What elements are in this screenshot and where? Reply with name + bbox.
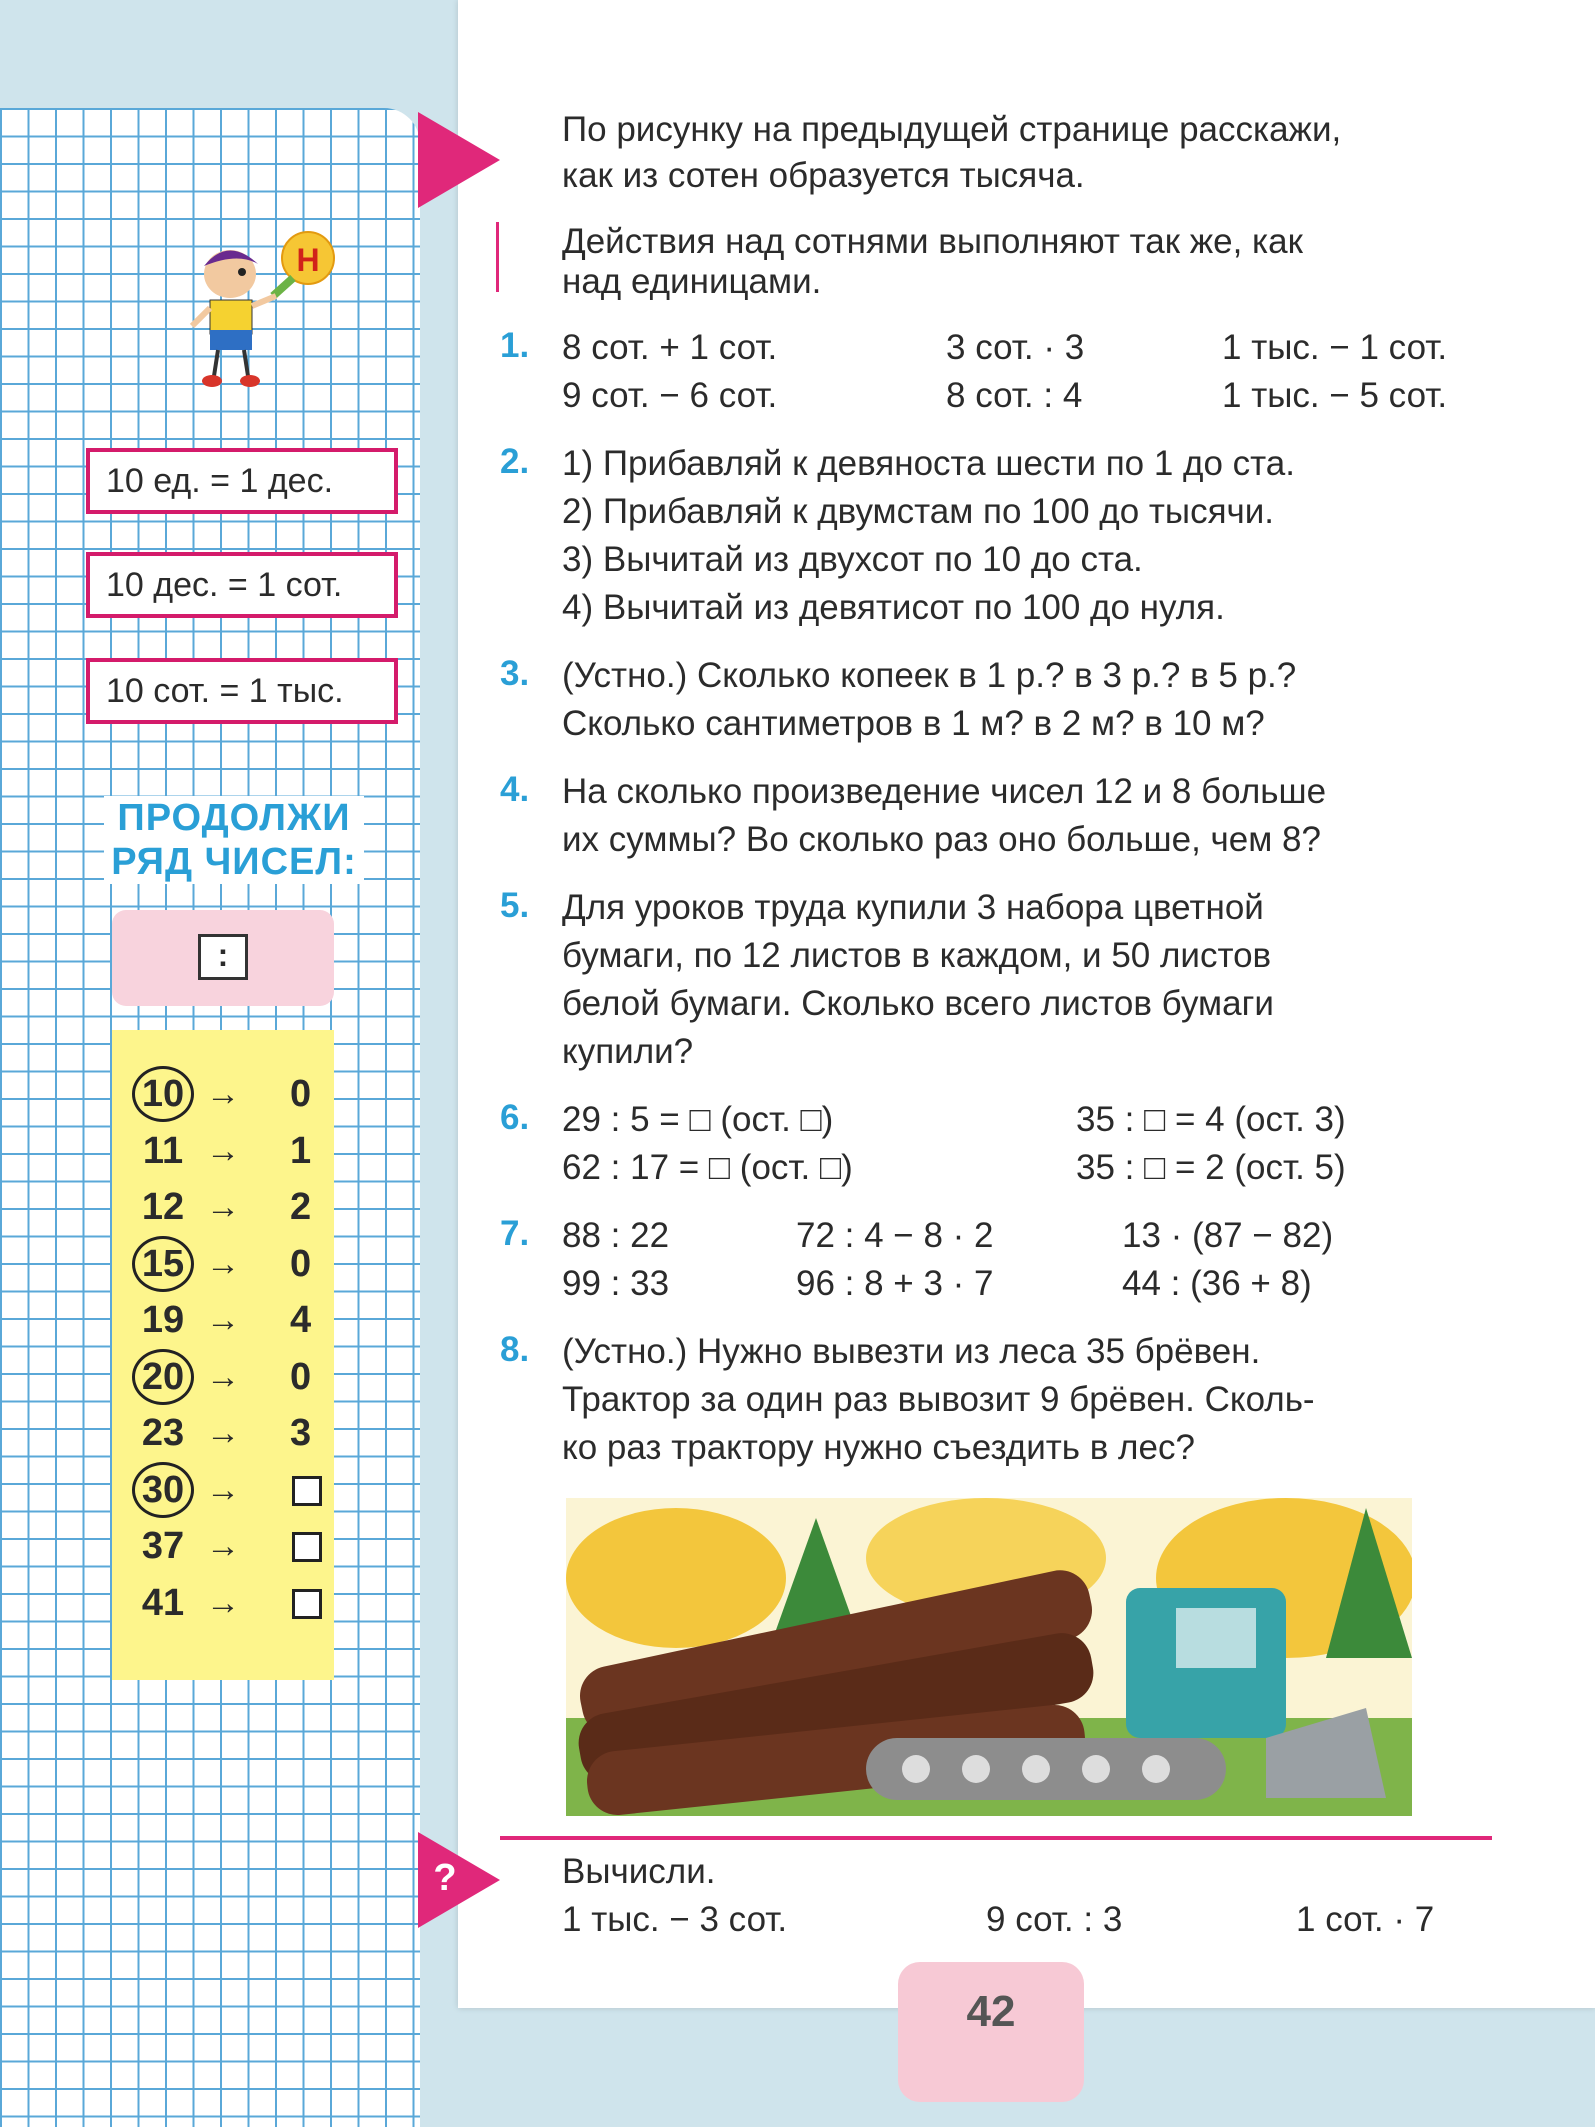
task-5-number: 5. bbox=[500, 886, 530, 925]
sequence-result: 3 bbox=[290, 1412, 312, 1454]
task-2-line-4: 4) Вычитай из девятисот по 100 до нуля. bbox=[562, 588, 1225, 627]
task-6-number: 6. bbox=[500, 1098, 530, 1137]
circled-number: 20 bbox=[132, 1349, 194, 1405]
circled-number: 10 bbox=[132, 1066, 194, 1122]
task-1-c2: 1 тыс. − 5 сот. bbox=[1222, 376, 1448, 415]
task-6-b2: 35 : □ = 2 (ост. 5) bbox=[1076, 1148, 1346, 1187]
task-7-b1: 72 : 4 − 8 · 2 bbox=[796, 1216, 994, 1255]
intro-line-1: По рисунку на предыдущей странице расскажи, bbox=[562, 110, 1342, 149]
arrow-right-icon: → bbox=[206, 1131, 240, 1170]
task-3-line-2: Сколько сантиметров в 1 м? в 2 м? в 10 м? bbox=[562, 704, 1265, 743]
arrow-right-icon: → bbox=[206, 1583, 240, 1622]
sequence-row bbox=[132, 1236, 332, 1292]
equality-hundreds-thousand: 10 сот. = 1 тыс. bbox=[86, 658, 398, 724]
task-4-number: 4. bbox=[500, 770, 530, 809]
rule-marker-bar bbox=[496, 222, 499, 292]
sequence-row bbox=[132, 1123, 332, 1179]
continue-sequence-title: ПРОДОЛЖИ РЯД ЧИСЕЛ: bbox=[104, 796, 364, 884]
sequence-row bbox=[132, 1349, 332, 1405]
task-6-b1: 35 : □ = 4 (ост. 3) bbox=[1076, 1100, 1346, 1139]
task-1-number: 1. bbox=[500, 326, 530, 365]
sequence-result: 4 bbox=[290, 1299, 312, 1341]
number-sequence bbox=[112, 1030, 334, 1680]
answer-blank-box bbox=[292, 1589, 322, 1619]
sequence-row bbox=[132, 1292, 332, 1348]
check-title: Вычисли. bbox=[562, 1852, 716, 1891]
arrow-right-icon: → bbox=[206, 1414, 240, 1452]
section-marker-triangle bbox=[418, 112, 500, 208]
task-7-a2: 99 : 33 bbox=[562, 1264, 670, 1303]
task-1-b2: 8 сот. : 4 bbox=[946, 376, 1083, 415]
task-5-line-1: Для уроков труда купили 3 набора цветной bbox=[562, 888, 1264, 927]
sequence-number: 11 bbox=[142, 1129, 184, 1172]
question-mark-icon: ? bbox=[433, 1857, 457, 1899]
equality-tens-hundreds: 10 дес. = 1 сот. bbox=[86, 552, 398, 618]
arrow-right-icon: → bbox=[206, 1527, 240, 1565]
task-5-line-2: бумаги, по 12 листов в каждом, и 50 листов bbox=[562, 936, 1272, 975]
sequence-row bbox=[132, 1518, 332, 1574]
operation-box bbox=[112, 910, 334, 1006]
task-7-c2: 44 : (36 + 8) bbox=[1122, 1264, 1312, 1303]
rule-line-2: над единицами. bbox=[562, 262, 822, 301]
arrow-right-icon: → bbox=[206, 1075, 240, 1113]
sequence-row bbox=[132, 1179, 332, 1235]
sequence-result: 0 bbox=[290, 1242, 312, 1285]
sequence-row bbox=[132, 1066, 332, 1122]
flashlight-icon bbox=[273, 278, 293, 296]
answer-blank-box bbox=[292, 1532, 322, 1562]
task-6-a2: 62 : 17 = □ (ост. □) bbox=[562, 1148, 853, 1187]
sequence-result: 2 bbox=[290, 1186, 312, 1228]
rule-line-1: Действия над сотнями выполняют так же, как bbox=[562, 222, 1303, 261]
answer-blank-box bbox=[292, 1476, 322, 1506]
task-7-b2: 96 : 8 + 3 · 7 bbox=[796, 1264, 994, 1303]
sequence-result: 0 bbox=[290, 1073, 312, 1115]
sequence-row bbox=[132, 1405, 332, 1461]
task-3-number: 3. bbox=[500, 654, 530, 693]
check-a: 1 тыс. − 3 сот. bbox=[562, 1900, 788, 1939]
task-7-number: 7. bbox=[500, 1214, 530, 1253]
task-2-number: 2. bbox=[500, 442, 530, 481]
sequence-row bbox=[132, 1462, 332, 1518]
sequence-result: 0 bbox=[290, 1355, 312, 1398]
task-6-a1: 29 : 5 = □ (ост. □) bbox=[562, 1100, 834, 1139]
circled-number: 15 bbox=[132, 1236, 194, 1292]
task-7-c1: 13 · (87 − 82) bbox=[1122, 1216, 1334, 1255]
sequence-number: 19 bbox=[141, 1299, 185, 1341]
arrow-right-icon: → bbox=[206, 1357, 240, 1396]
task-1-c1: 1 тыс. − 1 сот. bbox=[1222, 328, 1448, 367]
task-2-line-2: 2) Прибавляй к двумстам по 100 до тысячи. bbox=[562, 492, 1275, 531]
task-8-line-1: (Устно.) Нужно вывезти из леса 35 брёвен. bbox=[562, 1332, 1261, 1371]
sequence-row bbox=[132, 1575, 332, 1631]
badge-letter: Н bbox=[296, 242, 320, 278]
sequence-number: 37 bbox=[141, 1525, 185, 1567]
arrow-right-icon: → bbox=[206, 1301, 240, 1339]
task-3-line-1: (Устно.) Сколько копеек в 1 р.? в 3 р.? в 5 р.? bbox=[562, 656, 1297, 695]
arrow-right-icon: → bbox=[206, 1244, 240, 1283]
check-divider bbox=[500, 1836, 1492, 1840]
task-4-line-1: На сколько произведение чисел 12 и 8 больше bbox=[562, 772, 1327, 811]
task-5-line-4: купили? bbox=[562, 1032, 694, 1071]
sequence-number: 41 bbox=[141, 1581, 185, 1624]
check-b: 9 сот. : 3 bbox=[986, 1900, 1123, 1939]
check-c: 1 сот. · 7 bbox=[1296, 1900, 1435, 1939]
equality-units-tens: 10 ед. = 1 дес. bbox=[86, 448, 398, 514]
page-number: 42 bbox=[898, 1962, 1084, 2102]
task-5-line-3: белой бумаги. Сколько всего листов бумаги bbox=[562, 984, 1274, 1023]
task-2-line-3: 3) Вычитай из двухсот по 10 до ста. bbox=[562, 540, 1143, 579]
task-1-a2: 9 сот. − 6 сот. bbox=[562, 376, 778, 415]
sequence-number: 23 bbox=[141, 1412, 185, 1454]
task-8-line-3: ко раз трактору нужно съездить в лес? bbox=[562, 1428, 1195, 1467]
sequence-number: 12 bbox=[141, 1186, 185, 1228]
task-1-a1: 8 сот. + 1 сот. bbox=[562, 328, 778, 367]
arrow-right-icon: → bbox=[206, 1470, 240, 1509]
intro-line-2: как из сотен образуется тысяча. bbox=[562, 156, 1085, 195]
task-1-b1: 3 сот. · 3 bbox=[946, 328, 1085, 367]
task-8-line-2: Трактор за один раз вывозит 9 брёвен. Сколь- bbox=[562, 1380, 1315, 1419]
arrow-right-icon: → bbox=[206, 1188, 240, 1226]
tractor-logs-illustration bbox=[566, 1498, 1412, 1816]
task-7-a1: 88 : 22 bbox=[562, 1216, 670, 1255]
sequence-result: 1 bbox=[290, 1129, 312, 1172]
task-8-number: 8. bbox=[500, 1330, 530, 1369]
task-4-line-2: их суммы? Во сколько раз оно больше, чем 8? bbox=[562, 820, 1321, 859]
division-symbol: : bbox=[198, 934, 248, 980]
task-2-line-1: 1) Прибавляй к девяноста шести по 1 до ста. bbox=[562, 444, 1295, 483]
circled-number: 30 bbox=[132, 1462, 194, 1518]
cartoon-boy-illustration bbox=[178, 226, 348, 396]
